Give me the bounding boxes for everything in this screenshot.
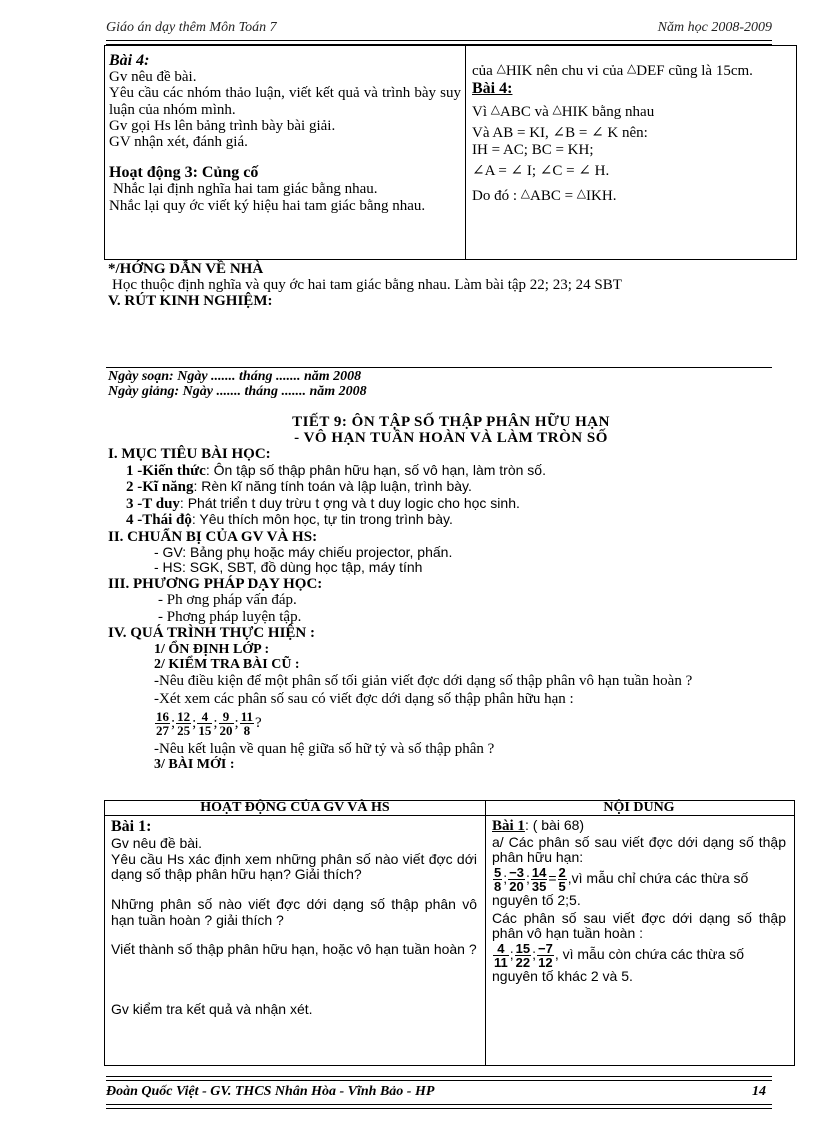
header-left: Giáo án dạy thêm Môn Toán 7 <box>106 20 277 35</box>
fraction: $\frac{4}{11}$ <box>494 941 508 971</box>
fraction: $\frac{4}{15}$ <box>198 708 212 738</box>
page-header <box>106 20 772 35</box>
s3-item: - Phơng pháp luyện tập. <box>158 608 302 625</box>
kt-question-2: -Xét xem các phân số sau có viết đợc dới dạng số thập phân hữu hạn : <box>154 691 574 708</box>
ml-line-2: Yêu cầu Hs xác định xem những phân số nào viết đợc dới dạng số thập phân hữu hạn? Giải thích? <box>111 850 477 883</box>
r-text: B = <box>565 124 588 141</box>
section-3-title: III. PHƯƠNG PHÁP DẠY HỌC: <box>108 575 323 592</box>
s1-val: : Rèn kĩ năng tính toán và lập luận, trình bày. <box>193 478 472 494</box>
mr-b2: , vì mẫu còn chứa các thừa số nguyên tố khác 2 và 5. <box>492 946 744 985</box>
fraction: $\frac{-3}{20}$ <box>509 865 524 895</box>
kt-fractions: $\frac{16}{27}$ ; $\frac{12}{25}$ ; $\frac{4}{15}$ ; $\frac{9}{20}$ ; $\frac{11}{8}$ ? <box>156 708 262 738</box>
footer-left: Đoàn Quốc Việt - GV. THCS Nhân Hòa - Vĩnh Bảo - HP <box>106 1084 435 1099</box>
date-soan: Ngày soạn: Ngày ....... tháng ....... năm 2008 <box>108 369 362 384</box>
r-text: ABC = <box>529 187 574 204</box>
dates-block <box>108 370 367 399</box>
angle-icon: ∠ <box>552 124 566 141</box>
top-left-line-4: GV nhận xét, đánh giá. <box>109 134 248 151</box>
r-text: I; <box>526 163 537 180</box>
s1-key: 2 -Kĩ năng <box>126 479 194 495</box>
fraction: $\frac{2}{5}$ <box>558 865 566 895</box>
mr-fractions-2: $\frac{4}{11}$ ; $\frac{15}{22}$ ; $\frac{-7}{12}$ , vì mẫu còn chứa các thừa số nguyên tố khác 2 và 5. <box>492 941 744 985</box>
homework-section <box>108 261 798 310</box>
s1-val: : Ôn tập số thập phân hữu hạn, số vô hạn, làm tròn số. <box>205 461 546 478</box>
fraction: $\frac{16}{27}$ <box>156 708 169 738</box>
page-footer <box>106 1084 772 1099</box>
s4-2: 2/ KIỂM TRA BÀI CŨ : <box>154 657 300 673</box>
s1-val: : Yêu thích môn học, tự tin trong trình bày. <box>191 511 453 527</box>
kt-question-3: -Nêu kết luận về quan hệ giữa số hữ tỷ và số thập phân ? <box>154 740 495 757</box>
s3-item: - Ph ơng pháp vấn đáp. <box>158 592 297 609</box>
top-left-line-3: Gv gọi Hs lên bảng trình bày bài giải. <box>109 117 336 134</box>
head-right: NỘI DUNG <box>484 801 794 816</box>
mr-b1: Các phân số sau viết đợc dới dạng số thập phân vô hạn tuần hoàn : <box>492 909 786 942</box>
r-text: DEF cũng là 15cm. <box>636 63 753 79</box>
fraction: $\frac{15}{22}$ <box>515 941 531 971</box>
top-table-right-cell <box>464 45 797 260</box>
top-table-left-cell <box>104 45 466 260</box>
angle-icon: ∠ <box>472 163 485 180</box>
triangle-icon: △ <box>490 101 500 116</box>
separator-line <box>106 367 772 368</box>
hd3-line-2: Nhắc lại quy ớc viết ký hiệu hai tam giác bằng nhau. <box>109 197 426 214</box>
bai1-note: : ( bài 68) <box>524 817 585 833</box>
fraction: $\frac{9}{20}$ <box>219 708 233 738</box>
r-text: H. <box>594 163 610 180</box>
triangle-icon: △ <box>520 185 530 200</box>
s1-key: 1 -Kiến thức <box>126 462 206 479</box>
footer-rule-bottom <box>106 1104 772 1109</box>
homework-title: */HỚNG DẪN VỀ NHÀ <box>108 261 264 277</box>
r-text: của <box>472 63 493 79</box>
top-left-line-2: Yêu cầu các nhóm thảo luận, viết kết quả và trình bày suy luận của nhóm mình. <box>109 85 461 118</box>
bai4-title: Bài 4: <box>109 52 150 69</box>
r-text: IKH. <box>586 187 617 204</box>
angle-icon: ∠ <box>591 124 604 141</box>
r-text: HIK bằng nhau <box>561 103 655 120</box>
mr-a1: a/ Các phân số sau viết đợc dới dạng số thập phân hữu hạn: <box>492 833 786 866</box>
triangle-icon: △ <box>627 61 637 75</box>
angle-icon: ∠ <box>578 163 591 180</box>
s4-3: 3/ BÀI MỚI : <box>154 757 235 773</box>
fraction: $\frac{12}{25}$ <box>177 708 191 738</box>
angle-icon: ∠ <box>539 163 553 180</box>
lesson-title-1: TIẾT 9: ÔN TẬP SỐ THẬP PHÂN HỮU HẠN <box>292 414 610 430</box>
s2-item: - GV: Bảng phụ hoặc máy chiếu projector, phấn. <box>154 544 453 560</box>
bai4-right-title: Bài 4: <box>472 80 513 98</box>
ml-line-3: Những phân số nào viết đợc dới dạng số thập phân vô hạn tuần hoàn ? giải thích ? <box>111 895 477 928</box>
s1-key: 3 -T duy <box>126 495 180 512</box>
r-line-4: IH = AC; BC = KH; <box>472 142 594 159</box>
triangle-icon: △ <box>552 101 562 116</box>
hd3-line-1: Nhắc lại định nghĩa hai tam giác bằng nhau. <box>113 181 378 198</box>
r-text: Và AB = KI, <box>472 124 549 141</box>
section-2-title: II. CHUẨN BỊ CỦA GV VÀ HS: <box>108 528 318 545</box>
main-table-right-cell <box>484 800 795 1066</box>
lesson-sections <box>108 446 794 772</box>
ml-line-1: Gv nêu đề bài. <box>111 834 203 851</box>
main-table-left-cell <box>104 800 486 1066</box>
r-text: K nên: <box>607 124 648 141</box>
s1-val: : Phát triển t duy trừu t ợng và t duy logic cho học sinh. <box>179 494 520 511</box>
r-text: A = <box>484 163 507 180</box>
rut-kinh-nghiem: V. RÚT KINH NGHIỆM: <box>108 293 273 310</box>
mr-fractions-1: $\frac{5}{8}$ ; $\frac{-3}{20}$ ; $\frac{14}{35}$ = $\frac{2}{5}$ ,vì mẫu chỉ chứa các thừa số nguyên tố 2;5. <box>492 865 749 909</box>
fraction: $\frac{14}{35}$ <box>531 865 547 895</box>
ml-line-4: Viết thành số thập phân hữu hạn, hoặc vô hạn tuần hoàn ? <box>111 941 477 958</box>
s2-item: - HS: SGK, SBT, đồ dùng học tập, máy tính <box>154 559 423 576</box>
r-text: ABC và <box>499 103 549 120</box>
fraction: $\frac{5}{8}$ <box>494 865 502 895</box>
fraction: $\frac{11}{8}$ <box>240 708 253 738</box>
angle-icon: ∠ <box>510 163 524 180</box>
triangle-icon: △ <box>576 185 587 200</box>
footer-rule <box>106 1076 772 1081</box>
r-text: C = <box>552 163 575 180</box>
top-left-line-1: Gv nêu đề bài. <box>109 69 197 86</box>
s4-1: 1/ ỔN ĐỊNH LỚP : <box>154 641 270 657</box>
bai1-right-title: Bài 1 <box>492 818 525 834</box>
fraction: $\frac{-7}{12}$ <box>538 941 553 971</box>
section-1-title: I. MỤC TIÊU BÀI HỌC: <box>108 446 271 462</box>
bai1-title: Bài 1: <box>111 818 152 835</box>
s1-key: 4 -Thái độ <box>126 512 192 528</box>
kt-question-1: -Nêu điều kiện để một phân số tối giản viết đợc dới dạng số thập phân vô hạn tuần hoàn ? <box>154 672 693 689</box>
lesson-title-2: - VÔ HẠN TUẦN HOÀN VÀ LÀM TRÒN SỐ <box>294 430 608 447</box>
mr-a2: ,vì mẫu chỉ chứa các thừa số nguyên tố 2;5. <box>492 870 749 909</box>
hd3-title: Hoạt động 3: Củng cố <box>109 164 259 182</box>
date-giang: Ngày giảng: Ngày ....... tháng ....... năm 2008 <box>108 383 367 399</box>
header-right: Năm học 2008-2009 <box>657 20 772 35</box>
r-text: Do đó : <box>472 187 517 204</box>
homework-text: Học thuộc định nghĩa và quy ớc hai tam giác bằng nhau. Làm bài tập 22; 23; 24 SBT <box>112 277 622 294</box>
r-text: HIK nên chu vi của <box>505 63 624 79</box>
head-left: HOẠT ĐỘNG CỦA GV VÀ HS <box>105 801 485 816</box>
triangle-icon: △ <box>496 61 506 75</box>
lesson-title-block <box>106 414 796 446</box>
page-number: 14 <box>752 1084 766 1099</box>
section-4-title: IV. QUÁ TRÌNH THỰC HIỆN : <box>108 625 315 642</box>
ml-line-5: Gv kiểm tra kết quả và nhận xét. <box>111 1000 313 1017</box>
r-text: Vì <box>472 103 487 120</box>
